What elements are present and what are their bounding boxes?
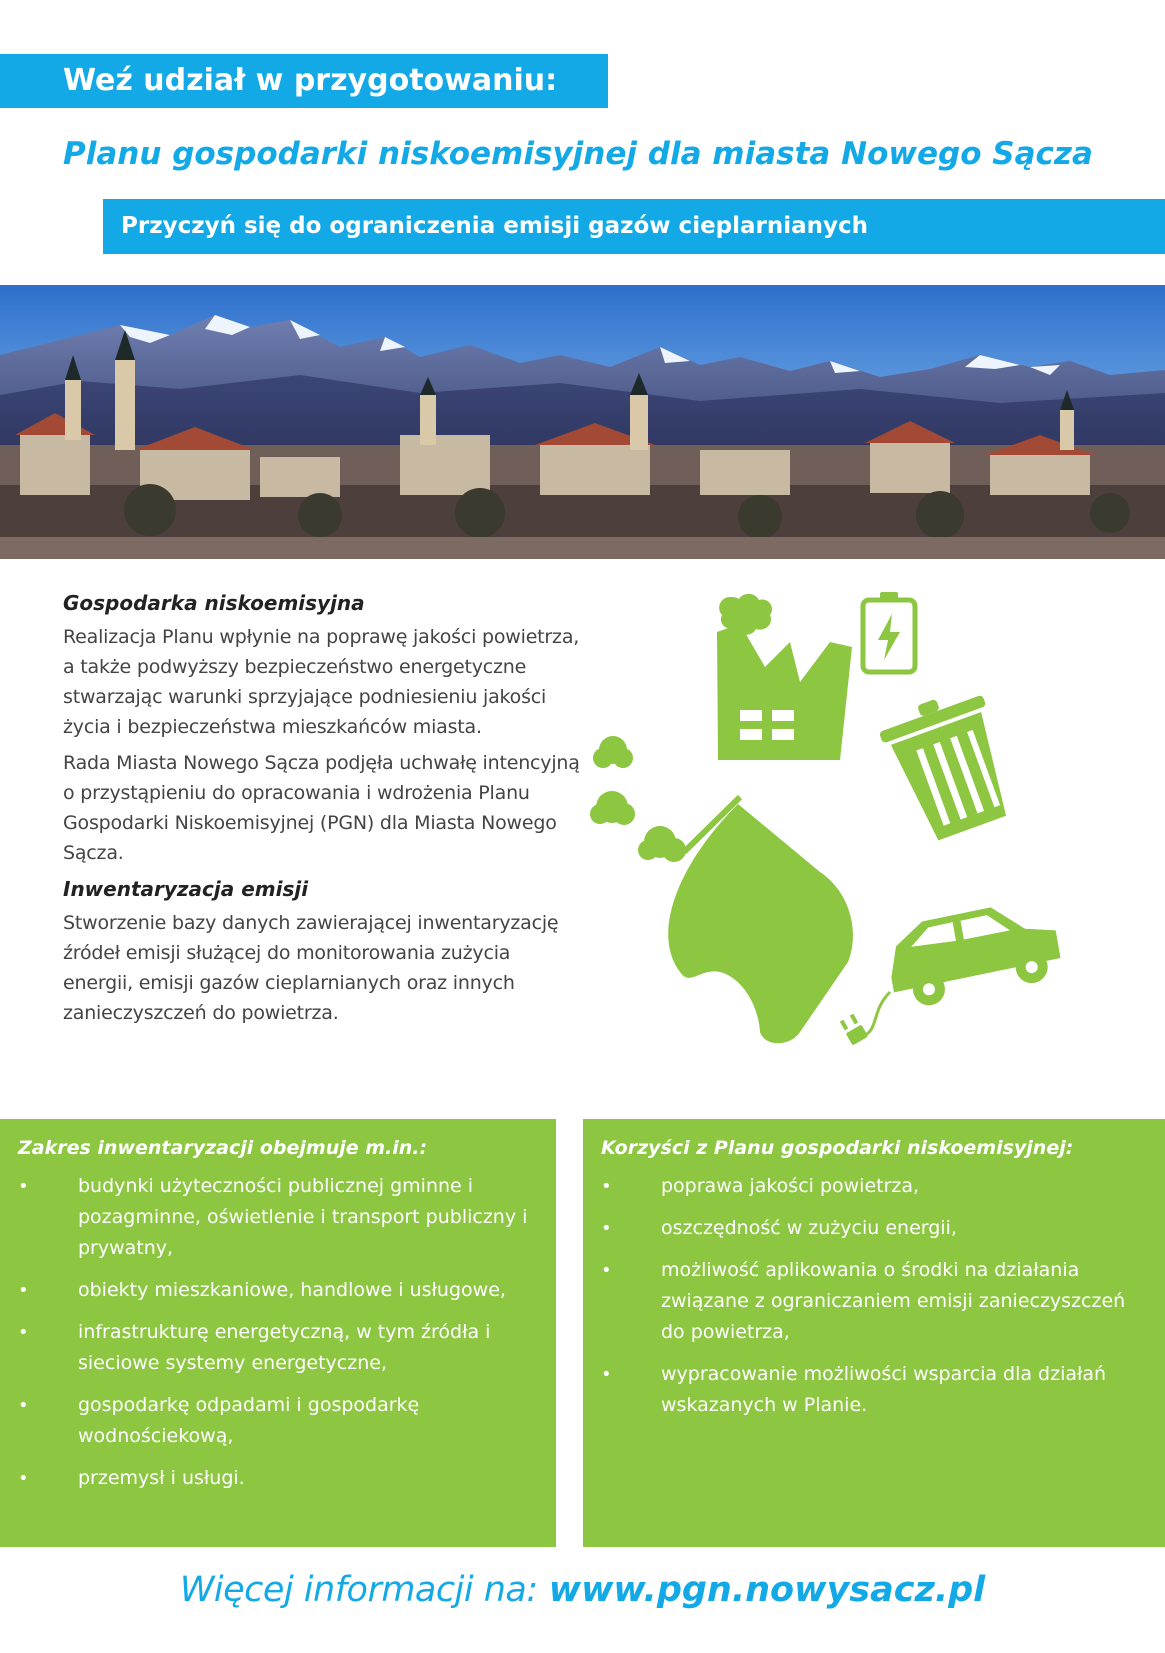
header-title: Weź udział w przygotowaniu: (63, 63, 558, 98)
intro-paragraph-1: Realizacja Planu wpłynie na poprawę jakości powietrza, a także podwyższy bezpieczeństwo energetyczne stwarzając warunki sprzyjające podniesieniu jakości życia i bezpieczeństwa mieszkańców miasta. (63, 626, 580, 738)
plug-icon (840, 992, 890, 1046)
benefits-heading: Korzyści z Planu gospodarki niskoemisyjnej: (601, 1137, 1074, 1159)
intro-paragraph-2: Rada Miasta Nowego Sącza podjęła uchwałę intencyjną o przystąpieniu do opracowania i wdrożenia Planu Gospodarki Niskoemisyjnej (PGN) dla Miasta Nowego Sącza. (63, 752, 580, 864)
list-item: • możliwość aplikowania o środki na działania związane z ograniczaniem emisji zanieczyszczeń do powietrza, (601, 1255, 1147, 1348)
footer-website-link[interactable]: www.pgn.nowysacz.pl (548, 1570, 986, 1610)
plan-title: Planu gospodarki niskoemisyjnej dla miasta Nowego Sącza (63, 136, 1093, 172)
subtitle-bar (103, 199, 1165, 254)
list-item: • budynki użyteczności publicznej gminne i pozagminne, oświetlenie i transport publiczny i prywatny, (18, 1171, 538, 1264)
house-icon (668, 797, 853, 1043)
header-bar (0, 54, 608, 108)
list-item: • gospodarkę odpadami i gospodarkę wodnościekową, (18, 1390, 538, 1452)
battery-icon (863, 592, 915, 672)
benefits-box (583, 1119, 1165, 1547)
section-heading-low-emission: Gospodarka niskoemisyjna (63, 591, 365, 615)
electric-car-icon (882, 897, 1064, 1011)
scope-list (18, 1171, 538, 1494)
eco-icons-illustration (590, 592, 1150, 1102)
list-item: • obiekty mieszkaniowe, handlowe i usługowe, (18, 1275, 538, 1306)
list-item: • wypracowanie możliwości wsparcia dla działań wskazanych w Planie. (601, 1359, 1147, 1421)
list-item: • infrastrukturę energetyczną, w tym źródła i sieciowe systemy energetyczne, (18, 1317, 538, 1379)
list-item: • poprawa jakości powietrza, (601, 1171, 1147, 1202)
footer-label: Więcej informacji na: (179, 1570, 538, 1610)
scope-box (0, 1119, 556, 1547)
intro-text (63, 588, 583, 1034)
inventory-paragraph: Stworzenie bazy danych zawierającej inwentaryzację źródeł emisji służącej do monitorowania zużycia energii, emisji gazów cieplarnianych oraz innych zanieczyszczeń do powietrza. (63, 912, 559, 1024)
benefits-list (601, 1171, 1147, 1421)
footer (0, 1565, 1165, 1615)
list-item: • przemysł i usługi. (18, 1463, 538, 1494)
list-item: • oszczędność w zużyciu energii, (601, 1213, 1147, 1244)
trash-bin-icon (875, 683, 1024, 847)
city-panorama-image (0, 285, 1165, 559)
smoke-cloud-icon (590, 736, 686, 862)
subtitle-text: Przyczyń się do ograniczenia emisji gazów cieplarnianych (121, 213, 869, 239)
section-heading-inventory: Inwentaryzacja emisji (63, 877, 309, 901)
scope-heading: Zakres inwentaryzacji obejmuje m.in.: (18, 1137, 428, 1159)
